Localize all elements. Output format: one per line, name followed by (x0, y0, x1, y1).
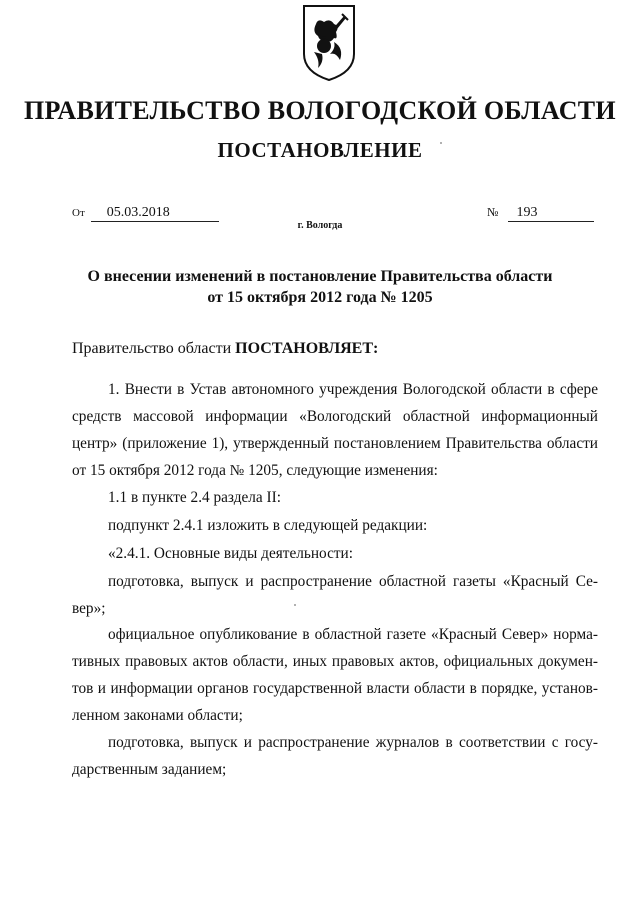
subject-line: от 15 октября 2012 года № 1205 (207, 289, 433, 306)
paragraph-line: 1. Внести в Устав автономного учреждения Вологодской области в сфере (108, 381, 598, 398)
document-type: ПОСТАНОВЛЕНИЕ (217, 138, 423, 162)
paragraph-line: 1.1 в пункте 2.4 раздела II: (108, 489, 281, 506)
organization-title: ПРАВИТЕЛЬСТВО ВОЛОГОДСКОЙ ОБЛАСТИ (24, 96, 616, 125)
paragraph-line: от 15 октября 2012 года № 1205, следующие изменения: (72, 462, 438, 479)
paragraph (72, 512, 598, 539)
number-value: 193 (508, 205, 594, 222)
paragraph (72, 568, 598, 622)
paragraph-line: средств массовой информации «Вологодский областной информационный (72, 408, 598, 425)
paragraph (72, 729, 598, 783)
paragraph-line: центр» (приложение 1), утвержденный постановлением Правительства области (72, 435, 598, 452)
preamble (72, 340, 378, 358)
preamble-text: Правительство области (72, 340, 236, 357)
scan-speck (440, 142, 442, 144)
paragraph-line: тивных правовых актов области, иных правовых актов, официальных докумен- (72, 653, 598, 670)
date-value: 05.03.2018 (91, 205, 219, 222)
paragraph (72, 484, 598, 511)
date-prefix: От (72, 207, 85, 219)
paragraph-line: подготовка, выпуск и распространение областной газеты «Красный Се- (108, 573, 598, 590)
paragraph-line: тов и информации органов государственной власти области в порядке, установ- (72, 680, 598, 697)
paragraph-line: «2.4.1. Основные виды деятельности: (108, 545, 353, 562)
number-prefix: № (487, 205, 499, 219)
subject-line: О внесении изменений в постановление Правительства области (87, 268, 553, 285)
paragraph (72, 540, 598, 567)
preamble-bold: ПОСТАНОВЛЯЕТ: (235, 340, 379, 357)
paragraph-line: подготовка, выпуск и распространение журналов в соответствии с госу- (108, 734, 598, 751)
paragraph-line: подпункт 2.4.1 изложить в следующей редакции: (108, 517, 428, 534)
scan-speck (294, 604, 296, 606)
paragraph-line: ленном законами области; (72, 707, 243, 724)
paragraph-line: вер»; (72, 600, 106, 617)
paragraph-line: дарственным заданием; (72, 761, 227, 778)
paragraph-line: официальное опубликование в областной газете «Красный Север» норма- (108, 626, 598, 643)
city-label: г. Вологда (297, 220, 343, 231)
document-subject (0, 266, 640, 308)
paragraph (72, 376, 598, 484)
vologda-oblast-coat-of-arms-icon (300, 2, 358, 82)
paragraph (72, 621, 598, 729)
